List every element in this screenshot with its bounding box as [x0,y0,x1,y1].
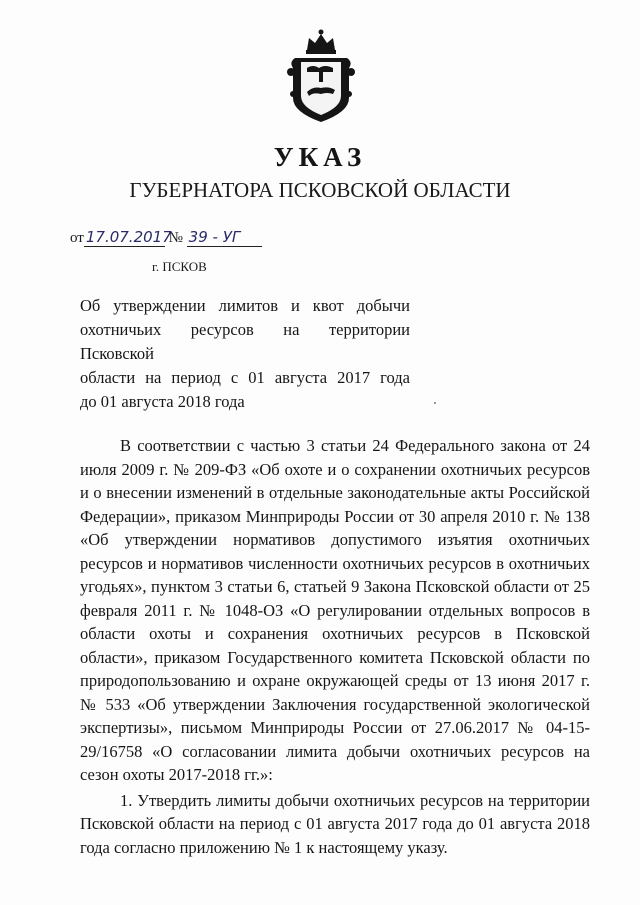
subject-line: области на период с 01 августа 2017 года [80,368,410,387]
subject-line: Об утверждении лимитов и квот добычи [80,296,410,315]
number-prefix: № [168,230,183,246]
subject-line: до 01 августа 2018 года [80,392,245,411]
handwritten-date: 17.07.2017 [85,228,172,246]
handwritten-number: 39 - УГ [187,228,262,247]
scan-speck [434,402,436,404]
date-prefix: от [70,230,84,246]
document-issuer: ГУБЕРНАТОРА ПСКОВСКОЙ ОБЛАСТИ [129,178,511,202]
registration-line [70,228,262,247]
item-1-paragraph: 1. Утвердить лимиты добычи охотничьих ресурсов на территории Псковской области на период с 01 августа 2017 года до 01 августа 2018 года согласно приложению № 1 к настоящему указу. [80,790,590,857]
pskov-coat-of-arms-icon [283,28,359,126]
document-body [80,434,590,861]
subject-line: охотничьих ресурсов на территории Псковской [80,320,410,363]
issue-city: г. ПСКОВ [152,259,207,274]
preamble-paragraph: В соответствии с частью 3 статьи 24 Федерального закона от 24 июля 2009 г. № 209-ФЗ «Об охоте и о сохранении охотничьих ресурсов и о внесении изменений в отдельные законодательные акты Российской Федерации», приказом Минприроды России от 30 апреля 2010 г. № 138 «Об утверждении нормативов допустимого изъятия охотничьих ресурсов и нормативов численности охотничьих ресурсов в охотничьих угодьях», пунктом 3 статьи 6, статьей 9 Закона Псковской области от 25 февраля 2011 г. № 1048-ОЗ «О регулировании отдельных вопросов в области охоты и сохранения охотничьих ресурсов в Псковской области», приказом Государственного комитета Псковской области по природопользованию и охране окружающей среды от 13 июня 2017 г. № 533 «Об утверждении Заключения государственной экологической экспертизы», письмом Минприроды России от 27.06.2017 № 04-15-29/16758 «О согласовании лимита добычи охотничьих ресурсов на сезон охоты 2017-2018 гг.»: [80,436,590,784]
document-title: УКАЗ [273,142,367,172]
document-subject [80,294,410,414]
